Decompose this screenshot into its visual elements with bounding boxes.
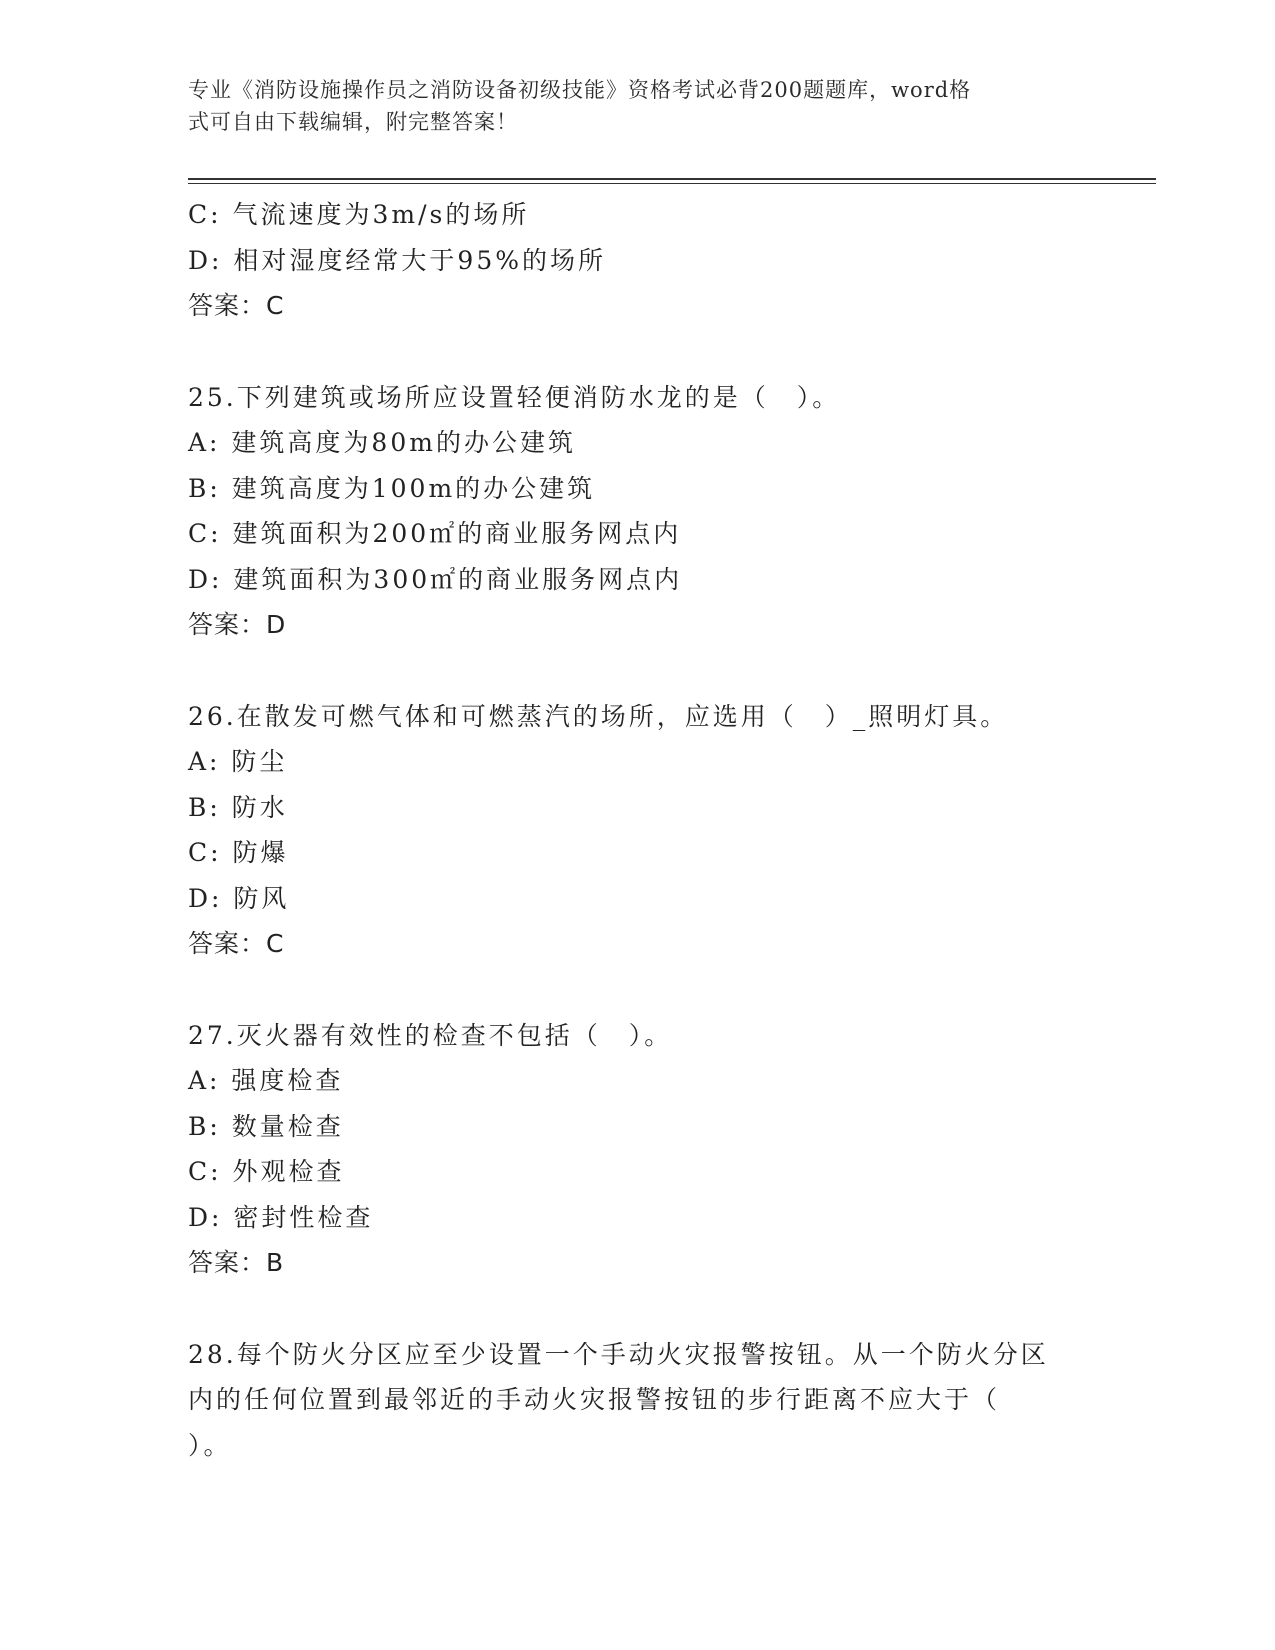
option-c: C: 建筑面积为200㎡的商业服务网点内 (188, 519, 682, 548)
spacer (188, 1286, 1088, 1332)
option-b: B: 数量检查 (188, 1111, 344, 1141)
spacer (188, 329, 1088, 375)
spacer (188, 648, 1088, 694)
question-stem: 26.在散发可燃气体和可燃蒸汽的场所，应选用（ ）_照明灯具。 (188, 701, 1009, 731)
answer: 答案：D (188, 610, 287, 639)
answer: 答案：C (188, 291, 285, 320)
option-d: D: 建筑面积为300㎡的商业服务网点内 (188, 564, 683, 594)
question-list (188, 192, 1088, 1468)
option-d: D: 防风 (188, 883, 290, 913)
question-24-tail (188, 192, 1088, 329)
answer: 答案：B (188, 1248, 285, 1277)
question-27 (188, 1013, 1088, 1286)
question-26 (188, 694, 1088, 967)
option-a: A: 防尘 (188, 747, 288, 776)
option-c: C: 外观检查 (188, 1157, 345, 1186)
header-title-line-1: 专业《消防设施操作员之消防设备初级技能》资格考试必背200题题库，word格 (188, 78, 972, 102)
option-b: B: 防水 (188, 792, 288, 822)
answer: 答案：C (188, 929, 285, 958)
header-title-line-2: 式可自由下载编辑，附完整答案！ (188, 110, 518, 134)
document-header (188, 74, 1068, 138)
option-c: C: 防爆 (188, 838, 289, 867)
option-d: D: 相对湿度经常大于95%的场所 (188, 245, 606, 275)
question-stem-line-3: ）。 (188, 1430, 232, 1460)
option-a: A: 建筑高度为80m的办公建筑 (188, 428, 576, 457)
question-stem: 25.下列建筑或场所应设置轻便消防水龙的是（ ）。 (188, 382, 841, 412)
header-divider-thin (188, 183, 1156, 184)
spacer (188, 967, 1088, 1013)
header-divider-thick (188, 178, 1156, 180)
question-stem: 27.灭火器有效性的检查不包括（ ）。 (188, 1020, 673, 1050)
option-c: C: 气流速度为3m/s的场所 (188, 200, 530, 229)
option-a: A: 强度检查 (188, 1066, 344, 1095)
option-d: D: 密封性检查 (188, 1202, 374, 1232)
question-25 (188, 375, 1088, 648)
option-b: B: 建筑高度为100m的办公建筑 (188, 473, 596, 503)
question-28 (188, 1332, 1088, 1469)
question-stem-line-2: 内的任何位置到最邻近的手动火灾报警按钮的步行距离不应大于（ (188, 1385, 1001, 1414)
question-stem-line-1: 28.每个防火分区应至少设置一个手动火灾报警按钮。从一个防火分区 (188, 1339, 1049, 1369)
